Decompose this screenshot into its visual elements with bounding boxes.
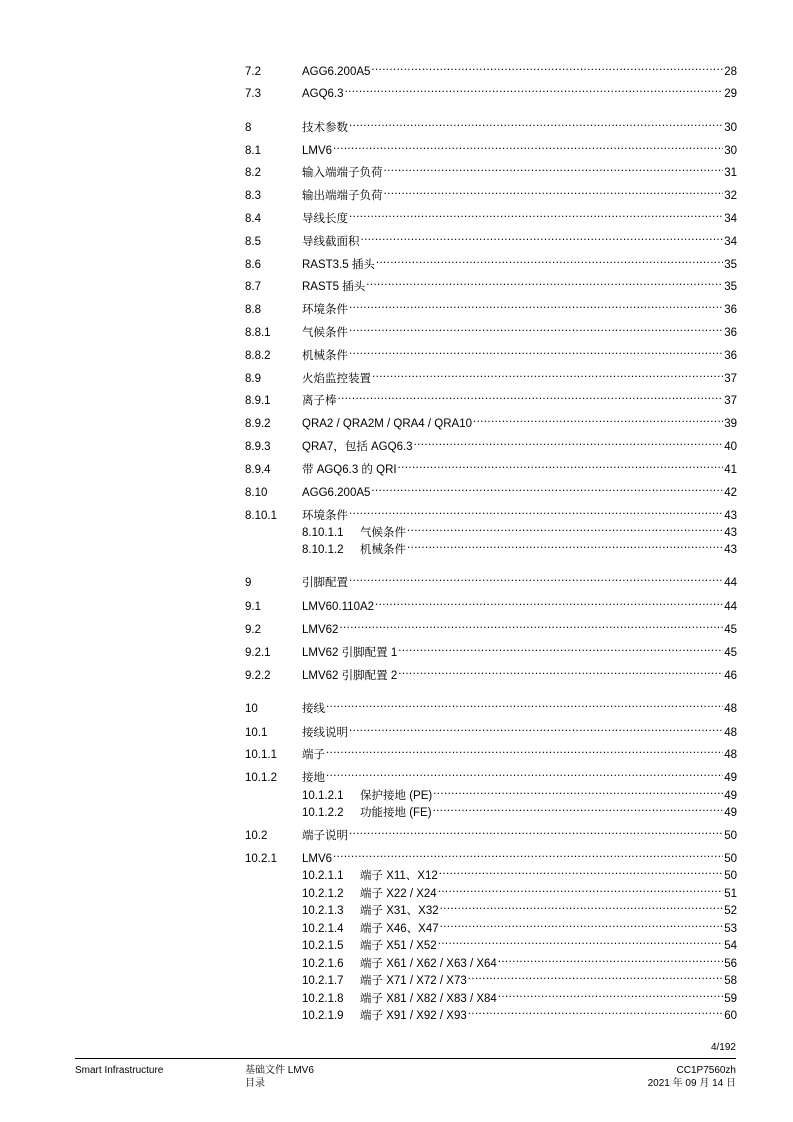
toc-leader [339, 617, 723, 633]
toc-page: 56 [724, 958, 737, 970]
toc-page: 43 [724, 510, 737, 522]
toc-title: 端子 X81 / X82 / X83 / X84 [360, 993, 497, 1005]
toc-number: 10.1.2 [245, 772, 277, 784]
toc-leader [345, 81, 724, 97]
toc-leader [326, 696, 723, 712]
toc-number: 10.1 [245, 727, 268, 739]
footer-organization: Smart Infrastructure [75, 1065, 164, 1076]
toc-title: AGQ6.3 [302, 88, 344, 100]
toc-leader [349, 570, 723, 586]
toc-number: 8.10.1.1 [302, 527, 344, 539]
toc-entry[interactable] [302, 916, 737, 935]
toc-entry[interactable] [245, 594, 737, 613]
toc-number: 8.4 [245, 213, 261, 225]
toc-leader [438, 933, 723, 949]
toc-entry[interactable] [302, 951, 737, 970]
toc-number: 7.3 [245, 88, 261, 100]
toc-page: 43 [724, 544, 737, 556]
toc-number: 10.2.1 [245, 853, 277, 865]
toc-page: 36 [724, 350, 737, 362]
toc-leader [371, 59, 723, 75]
toc-entry[interactable] [245, 720, 737, 739]
toc-page: 50 [724, 853, 737, 865]
toc-number: 8.1 [245, 145, 261, 157]
toc-number: 10.2.1.3 [302, 905, 344, 917]
toc-leader [349, 115, 723, 131]
footer-doc-id: CC1P7560zh [676, 1065, 736, 1076]
toc-entry[interactable] [245, 457, 737, 476]
toc-title: 输出端端子负荷 [302, 190, 383, 202]
toc-leader [349, 823, 723, 839]
toc-entry[interactable] [245, 297, 737, 316]
toc-number: 9.1 [245, 601, 261, 613]
toc-entry[interactable] [302, 1003, 737, 1022]
toc-page: 48 [724, 727, 737, 739]
toc-number: 7.2 [245, 66, 261, 78]
toc-page: 35 [724, 259, 737, 271]
toc-leader [398, 457, 724, 473]
toc-page: 40 [724, 441, 737, 453]
toc-title: 接线 [302, 703, 325, 715]
toc-number: 10.1.1 [245, 749, 277, 761]
toc-leader [407, 520, 723, 536]
toc-number: 10.2.1.7 [302, 975, 344, 987]
toc-title: 机械条件 [360, 544, 406, 556]
toc-title: 带 AGQ6.3 的 QRI [302, 464, 397, 476]
toc-leader [349, 343, 723, 359]
toc-entry[interactable] [245, 411, 737, 430]
toc-page: 30 [724, 145, 737, 157]
toc-title: 环境条件 [302, 510, 348, 522]
toc-page: 30 [724, 122, 737, 134]
toc-entry[interactable] [245, 366, 737, 385]
toc-leader [375, 594, 723, 610]
toc-page: 53 [724, 923, 737, 935]
toc-entry[interactable] [302, 898, 737, 917]
toc-entry[interactable] [245, 206, 737, 225]
toc-entry[interactable] [245, 696, 737, 715]
toc-page: 37 [724, 395, 737, 407]
toc-title: LMV62 引脚配置 2 [302, 670, 398, 682]
toc-title: 端子说明 [302, 830, 348, 842]
toc-number: 10.2.1.6 [302, 958, 344, 970]
toc-entry[interactable] [302, 986, 737, 1005]
toc-entry[interactable] [245, 81, 737, 100]
toc-leader [433, 800, 724, 816]
toc-page: 35 [724, 281, 737, 293]
toc-number: 10 [245, 703, 258, 715]
toc-number: 10.2.1.8 [302, 993, 344, 1005]
toc-leader [326, 765, 723, 781]
toc-page: 39 [724, 418, 737, 430]
toc-leader [468, 1003, 723, 1019]
toc-title: 机械条件 [302, 350, 348, 362]
toc-number: 8.8.2 [245, 350, 271, 362]
toc-page: 52 [724, 905, 737, 917]
toc-leader [371, 480, 723, 496]
toc-title: 接地 [302, 772, 325, 784]
toc-entry[interactable] [245, 252, 737, 271]
toc-leader [349, 297, 723, 313]
toc-number: 8.9.1 [245, 395, 271, 407]
toc-entry[interactable] [245, 570, 737, 589]
toc-page: 50 [724, 870, 737, 882]
toc-entry[interactable] [302, 537, 737, 556]
toc-leader [376, 252, 723, 268]
toc-leader [414, 434, 724, 450]
toc-title: 接线说明 [302, 727, 348, 739]
toc-title: AGG6.200A5 [302, 487, 371, 499]
toc-title: 端子 X46、X47 [360, 923, 439, 935]
toc-leader [349, 503, 723, 519]
toc-entry[interactable] [245, 160, 737, 179]
toc-page: 45 [724, 647, 737, 659]
toc-leader [349, 320, 723, 336]
toc-page: 41 [724, 464, 737, 476]
toc-entry[interactable] [245, 434, 737, 453]
toc-page: 50 [724, 830, 737, 842]
toc-number: 10.2.1.2 [302, 888, 344, 900]
toc-leader [438, 881, 723, 897]
toc-number: 8.3 [245, 190, 261, 202]
page-number: 4/192 [710, 1042, 736, 1053]
toc-number: 8.8 [245, 304, 261, 316]
toc-page: 42 [724, 487, 737, 499]
toc-page: 36 [724, 304, 737, 316]
toc-page: 37 [724, 373, 737, 385]
toc-number: 8.9.3 [245, 441, 271, 453]
toc-entry[interactable] [245, 617, 737, 636]
toc-leader [498, 951, 723, 967]
toc-title: 气候条件 [302, 327, 348, 339]
toc-page: 49 [724, 807, 737, 819]
toc-number: 8 [245, 122, 252, 134]
toc-leader [372, 366, 723, 382]
toc-leader [433, 783, 723, 799]
toc-entry[interactable] [245, 183, 737, 202]
toc-leader [498, 986, 723, 1002]
toc-title: 端子 X71 / X72 / X73 [360, 975, 467, 987]
toc-number: 10.2 [245, 830, 268, 842]
toc-number: 8.7 [245, 281, 261, 293]
toc-title: 端子 X22 / X24 [360, 888, 437, 900]
footer-section: 目录 [245, 1078, 265, 1089]
toc-page: 58 [724, 975, 737, 987]
toc-page: 45 [724, 624, 737, 636]
toc-number: 8.10 [245, 487, 268, 499]
footer-date: 2021 年 09 月 14 日 [647, 1078, 736, 1089]
toc-leader [384, 183, 724, 199]
toc-number: 10.2.1.1 [302, 870, 344, 882]
toc-page: 60 [724, 1010, 737, 1022]
toc-entry[interactable] [245, 503, 737, 522]
toc-title: 离子棒 [302, 395, 337, 407]
toc-title: 端子 X11、X12 [360, 870, 438, 882]
toc-page: 48 [724, 703, 737, 715]
toc-title: QRA7，包括 AGQ6.3 [302, 441, 413, 453]
toc-leader [384, 160, 724, 176]
toc-title: 端子 X91 / X92 / X93 [360, 1010, 467, 1022]
toc-leader [338, 388, 724, 404]
toc-title: RAST3.5 插头 [302, 259, 375, 271]
toc-number: 9.2 [245, 624, 261, 636]
toc-title: 环境条件 [302, 304, 348, 316]
toc-entry[interactable] [245, 274, 737, 293]
toc-entry[interactable] [245, 343, 737, 362]
toc-page: 29 [724, 88, 737, 100]
toc-leader [468, 968, 723, 984]
toc-page: 59 [724, 993, 737, 1005]
toc-leader [439, 863, 723, 879]
toc-title: 导线长度 [302, 213, 348, 225]
toc-leader [407, 537, 723, 553]
toc-leader [349, 206, 723, 222]
toc-page: 48 [724, 749, 737, 761]
toc-page: 31 [724, 167, 737, 179]
toc-entry[interactable] [245, 388, 737, 407]
toc-number: 10.2.1.5 [302, 940, 344, 952]
toc-entry[interactable] [245, 480, 737, 499]
toc-number: 8.9.4 [245, 464, 271, 476]
toc-entry[interactable] [302, 933, 737, 952]
toc-title: 技术参数 [302, 122, 348, 134]
toc-title: LMV6 [302, 145, 333, 157]
toc-number: 9.2.2 [245, 670, 271, 682]
toc-entry[interactable] [245, 640, 737, 659]
toc-number: 8.9.2 [245, 418, 271, 430]
toc-number: 8.9 [245, 373, 261, 385]
toc-entry[interactable] [302, 863, 737, 882]
toc-number: 8.10.1 [245, 510, 277, 522]
toc-number: 10.2.1.9 [302, 1010, 344, 1022]
toc-page: 44 [724, 601, 737, 613]
toc-page: 46 [724, 670, 737, 682]
toc-title: LMV62 [302, 624, 339, 636]
toc-title: QRA2 / QRA2M / QRA4 / QRA10 [302, 418, 472, 430]
footer-document [245, 1064, 314, 1090]
toc-title: 功能接地 (FE) [360, 807, 432, 819]
toc-entry[interactable] [245, 742, 737, 761]
toc-entry[interactable] [245, 846, 737, 865]
toc-page: 49 [724, 772, 737, 784]
toc-page: 44 [724, 577, 737, 589]
toc-entry[interactable] [245, 59, 737, 78]
toc-leader [349, 720, 723, 736]
footer-doc-title: 基础文件 LMV6 [245, 1065, 314, 1076]
toc-entry[interactable] [245, 229, 737, 248]
toc-title: RAST5 插头 [302, 281, 366, 293]
toc-number: 8.5 [245, 236, 261, 248]
toc-entry[interactable] [302, 881, 737, 900]
toc-title: LMV60.110A2 [302, 601, 375, 613]
toc-title: 端子 X31、X32 [360, 905, 439, 917]
toc-title: LMV62 引脚配置 1 [302, 647, 398, 659]
toc-entry[interactable] [302, 800, 737, 819]
toc-title: 气候条件 [360, 527, 406, 539]
toc-entry[interactable] [245, 320, 737, 339]
toc-number: 9 [245, 577, 252, 589]
toc-leader [333, 846, 723, 862]
toc-leader [333, 138, 723, 154]
toc-leader [398, 640, 723, 656]
toc-entry[interactable] [302, 783, 737, 802]
toc-leader [473, 411, 723, 427]
toc-title: 引脚配置 [302, 577, 348, 589]
toc-page: 54 [724, 940, 737, 952]
toc-title: 火焰监控装置 [302, 373, 371, 385]
toc-leader [398, 663, 723, 679]
toc-page: 43 [724, 527, 737, 539]
toc-leader [440, 916, 724, 932]
toc-title: AGG6.200A5 [302, 66, 371, 78]
toc-page: 28 [724, 66, 737, 78]
toc-number: 8.10.1.2 [302, 544, 344, 556]
toc-entry[interactable] [245, 138, 737, 157]
toc-entry[interactable] [302, 968, 737, 987]
toc-number: 9.2.1 [245, 647, 271, 659]
toc-page: 49 [724, 790, 737, 802]
toc-page: 34 [724, 213, 737, 225]
toc-title: 端子 X61 / X62 / X63 / X64 [360, 958, 497, 970]
toc-entry[interactable] [302, 520, 737, 539]
toc-entry[interactable] [245, 823, 737, 842]
toc-number: 10.2.1.4 [302, 923, 344, 935]
toc-entry[interactable] [245, 663, 737, 682]
toc-title: 输入端端子负荷 [302, 167, 383, 179]
toc-page: 36 [724, 327, 737, 339]
toc-title: LMV6 [302, 853, 333, 865]
toc-leader [361, 229, 724, 245]
toc-title: 导线截面积 [302, 236, 360, 248]
toc-page: 34 [724, 236, 737, 248]
toc-entry[interactable] [245, 765, 737, 784]
toc-number: 8.8.1 [245, 327, 271, 339]
toc-number: 10.1.2.2 [302, 807, 344, 819]
toc-leader [366, 274, 723, 290]
toc-number: 8.6 [245, 259, 261, 271]
footer-meta [648, 1064, 736, 1090]
toc-leader [326, 742, 723, 758]
toc-title: 端子 [302, 749, 325, 761]
toc-leader [440, 898, 724, 914]
toc-number: 10.1.2.1 [302, 790, 344, 802]
toc-page: 32 [724, 190, 737, 202]
toc-title: 端子 X51 / X52 [360, 940, 437, 952]
toc-number: 8.2 [245, 167, 261, 179]
footer-divider [75, 1058, 736, 1059]
toc-entry[interactable] [245, 115, 737, 134]
toc-page: 51 [724, 888, 737, 900]
toc-title: 保护接地 (PE) [360, 790, 433, 802]
